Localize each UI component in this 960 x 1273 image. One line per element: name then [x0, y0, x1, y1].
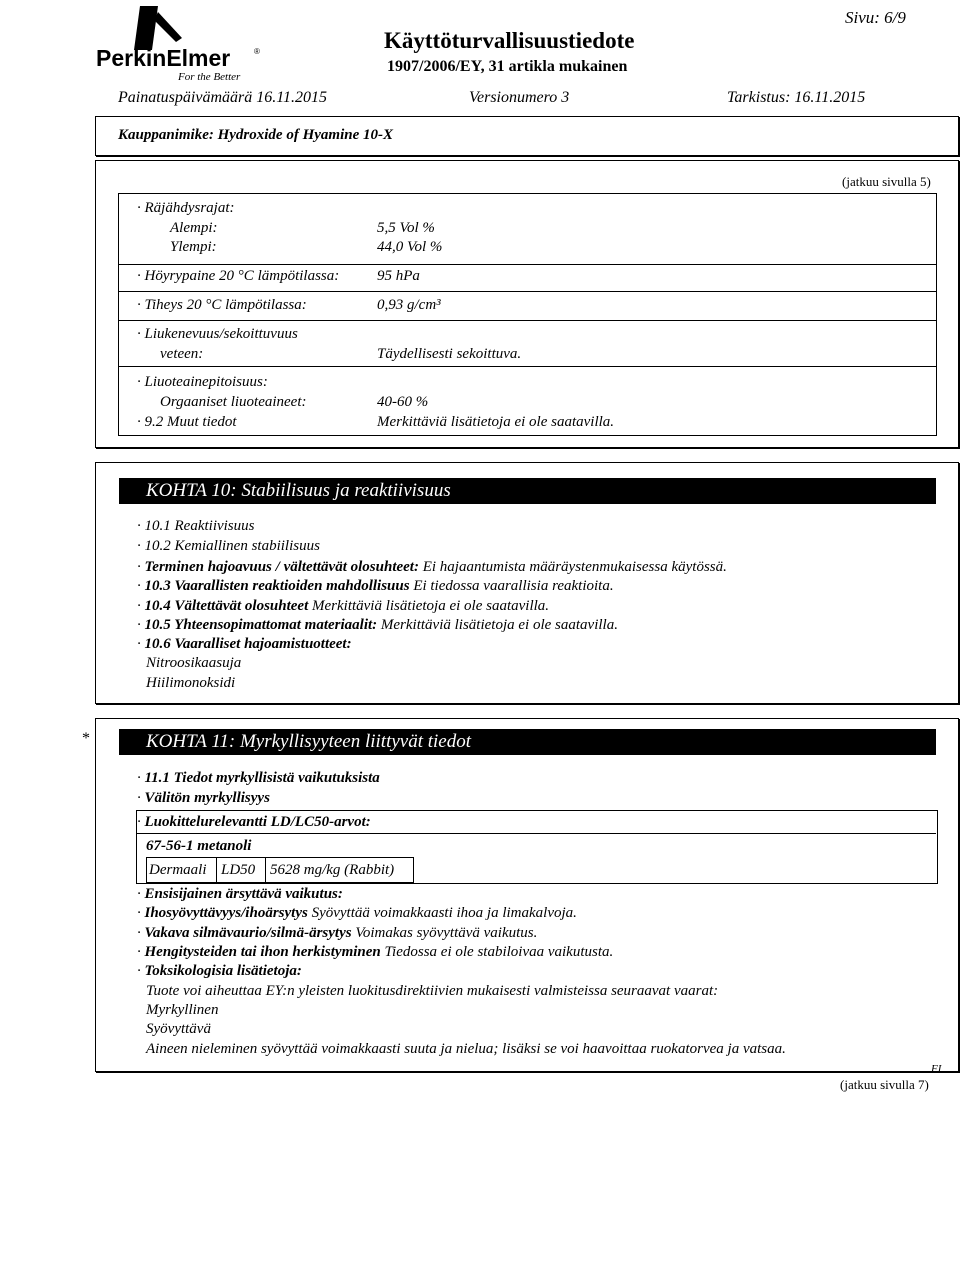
lower-limit-value: 5,5 Vol %: [377, 220, 435, 236]
divider: [119, 291, 936, 292]
decomposition-products-label: · 10.6 Vaaralliset hajoamistuotteet:: [137, 636, 352, 653]
eye-damage: · Vakava silmävaurio/silmä-ärsytys Voimakas syövyttävä vaikutus.: [137, 925, 537, 942]
section10-title: KOHTA 10: Stabiilisuus ja reaktiivisuus: [146, 480, 451, 501]
logo-mark-slash: [154, 12, 182, 42]
vapour-pressure-value: 95 hPa: [377, 268, 420, 284]
upper-limit-value: 44,0 Vol %: [377, 239, 443, 255]
review-date: Tarkistus: 16.11.2015: [727, 89, 866, 106]
explosion-limits-label: · Räjähdysrajat:: [137, 200, 235, 217]
ld-lc50-label: · Luokittelurelevantti LD/LC50-arvot:: [137, 814, 371, 831]
tox-value: 5628 mg/kg (Rabbit): [270, 862, 395, 878]
print-date: Painatuspäivämäärä 16.11.2015: [118, 89, 328, 106]
density-label: · Tiheys 20 °C lämpötilassa:: [137, 297, 307, 314]
continued-from: (jatkuu sivulla 5): [842, 174, 931, 189]
divider: [119, 264, 936, 265]
acute-toxicity: · Välitön myrkyllisyys: [137, 790, 270, 807]
table-divider: [216, 857, 217, 883]
other-info-value: Merkittäviä lisätietoja ei ole saatavilla.: [377, 414, 615, 430]
version-number: Versionumero 3: [469, 89, 570, 106]
thermal-decomposition: · Terminen hajoavuus / vältettävät olosuhteet: Ei hajaantumista määräystenmukaisessa käytössä.: [137, 559, 727, 576]
logo-reg: ®: [254, 47, 260, 56]
divider: [119, 366, 936, 367]
divider: [137, 833, 936, 834]
organic-solvents-label: Orgaaniset liuoteaineet:: [160, 394, 307, 410]
logo-mark: [134, 6, 158, 50]
table-divider: [265, 857, 266, 883]
divider: [119, 320, 936, 321]
revision-marker: *: [82, 730, 90, 747]
additional-tox-line: Myrkyllinen: [146, 1002, 219, 1018]
chemical-stability: · 10.2 Kemiallinen stabiilisuus: [137, 538, 320, 555]
toxicological-effects: · 11.1 Tiedot myrkyllisistä vaikutuksista: [137, 770, 380, 787]
additional-tox-line: Aineen nieleminen syövyttää voimakkaasti suuta ja nielua; lisäksi se voi haavoittaa ruokatorvea ja vatsaa.: [146, 1041, 786, 1057]
decomposition-product: Nitroosikaasuja: [146, 655, 242, 671]
conditions-to-avoid: · 10.4 Vältettävät olosuhteet Merkittäviä lisätietoja ei ole saatavilla.: [137, 598, 549, 615]
solubility-label: · Liukenevuus/sekoittuvuus: [137, 326, 298, 343]
logo-tagline: For the Better: [178, 71, 241, 82]
primary-irritant-label: · Ensisijainen ärsyttävä vaikutus:: [137, 886, 343, 903]
vapour-pressure-label: · Höyrypaine 20 °C lämpötilassa:: [137, 268, 339, 285]
page-number: Sivu: 6/9: [845, 8, 906, 27]
section10-header: [119, 478, 936, 504]
additional-tox-line: Syövyttävä: [146, 1021, 211, 1037]
document-title: Käyttöturvallisuustiedote: [384, 28, 635, 53]
continued-to: (jatkuu sivulla 7): [840, 1077, 929, 1092]
decomposition-product: Hiilimonoksidi: [146, 675, 236, 691]
solvent-content-label: · Liuoteainepitoisuus:: [137, 374, 268, 391]
sensitisation: · Hengitysteiden tai ihon herkistyminen Tiedossa ei ole stabiloivaa vaikutusta.: [137, 944, 613, 961]
additional-tox-label: · Toksikologisia lisätietoja:: [137, 963, 302, 980]
lower-limit-label: Alempi:: [170, 220, 218, 236]
reactivity: · 10.1 Reaktiivisuus: [137, 518, 254, 535]
trade-name: Kauppanimike: Hydroxide of Hyamine 10-X: [118, 127, 393, 143]
language-code: FI: [931, 1063, 942, 1075]
section11-header: [119, 729, 936, 755]
skin-corrosion: · Ihosyövyttävyys/ihoärsytys Syövyttää voimakkaasti ihoa ja limakalvoja.: [137, 905, 577, 922]
solubility-label-water: veteen:: [160, 346, 204, 362]
upper-limit-label: Ylempi:: [170, 239, 217, 255]
document-subtitle: 1907/2006/EY, 31 artikla mukainen: [387, 58, 628, 75]
organic-solvents-value: 40-60 %: [377, 394, 429, 410]
density-value: 0,93 g/cm³: [377, 297, 441, 313]
solubility-value: Täydellisesti sekoittuva.: [377, 346, 522, 362]
perkinelmer-logo: [96, 2, 266, 82]
logo-text: PerkinElmer: [96, 45, 231, 71]
tox-route: Dermaali: [149, 862, 207, 878]
hazardous-reactions: · 10.3 Vaarallisten reaktioiden mahdollisuus Ei tiedossa vaarallisia reaktioita.: [137, 578, 614, 595]
other-info-label: · 9.2 Muut tiedot: [137, 414, 237, 431]
substance-name: 67-56-1 metanoli: [146, 838, 252, 854]
incompatible-materials: · 10.5 Yhteensopimattomat materiaalit: Merkittäviä lisätietoja ei ole saatavilla.: [137, 617, 618, 634]
additional-tox-line: Tuote voi aiheuttaa EY:n yleisten luokitusdirektiivien mukaisesti valmisteissa seuraavat vaarat:: [146, 983, 719, 999]
tox-type: LD50: [221, 862, 256, 878]
section11-title: KOHTA 11: Myrkyllisyyteen liittyvät tiedot: [146, 731, 472, 752]
